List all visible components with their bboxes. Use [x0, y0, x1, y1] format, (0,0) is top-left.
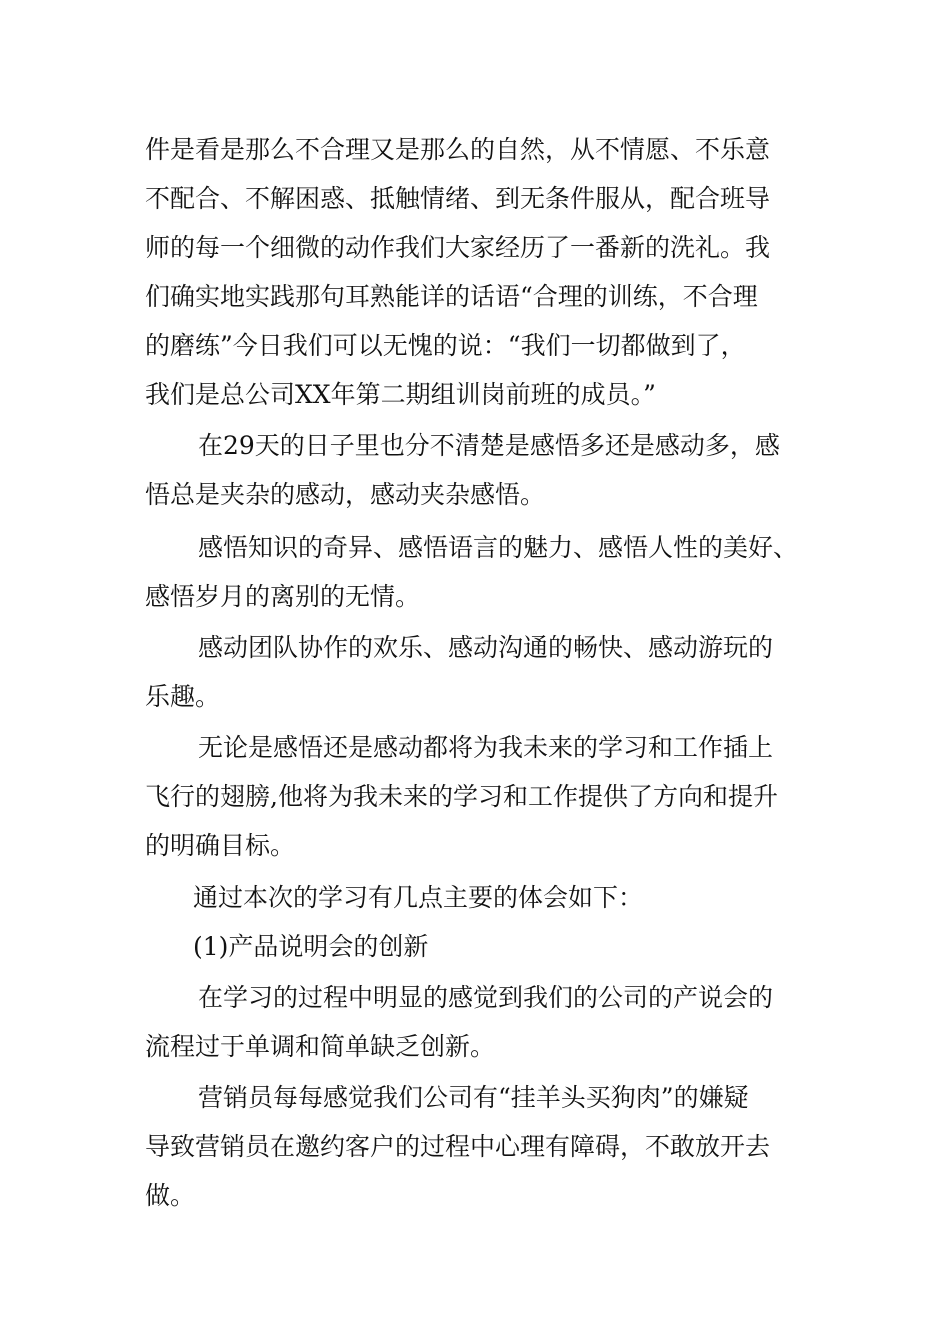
paragraph-first-line: 在学习的过程中明显的感觉到我们的公司的产说会的	[198, 983, 774, 1012]
text-line: 不配合、不解困惑、抵触情绪、到无条件服从，配合班导	[145, 184, 771, 213]
text-line: 师的每一个细微的动作我们大家经历了一番新的洗礼。我	[145, 233, 771, 262]
paragraph-first-line: 营销员每每感觉我们公司有“挂羊头买狗肉”的嫌疑	[198, 1083, 749, 1112]
text-line: 件是看是那么不合理又是那么的自然，从不情愿、不乐意	[145, 135, 771, 164]
text-line: 们确实地实践那句耳熟能详的话语“合理的训练，不合理	[145, 282, 758, 311]
text-line: 的明确目标。	[145, 831, 296, 860]
paragraph-first-line: 感悟知识的奇异、感悟语言的魅力、感悟人性的美好、	[198, 533, 799, 562]
paragraph-first-line: 感动团队协作的欢乐、感动沟通的畅快、感动游玩的	[198, 633, 774, 662]
text-line: 悟总是夹杂的感动，感动夹杂感悟。	[145, 480, 546, 509]
text-line: 做。	[145, 1181, 196, 1210]
text-line: 我们是总公司XX年第二期组训岗前班的成员。”	[145, 380, 656, 409]
text-line: 的磨练”今日我们可以无愧的说：“我们一切都做到了，	[145, 331, 746, 360]
text-line: 感悟岁月的离别的无情。	[145, 582, 421, 611]
text-line: 飞行的翅膀,他将为我未来的学习和工作提供了方向和提升	[145, 782, 778, 811]
text-line: 流程过于单调和简单缺乏创新。	[145, 1032, 496, 1061]
section-heading: (1)产品说明会的创新	[193, 932, 429, 961]
text-line: 乐趣。	[145, 682, 221, 711]
paragraph-first-line: 无论是感悟还是感动都将为我未来的学习和工作插上	[198, 733, 774, 762]
text-line: 导致营销员在邀约客户的过程中心理有障碍，不敢放开去	[145, 1132, 771, 1161]
paragraph-first-line: 在29天的日子里也分不清楚是感悟多还是感动多，感	[198, 431, 780, 460]
paragraph-first-line: 通过本次的学习有几点主要的体会如下：	[193, 883, 644, 912]
